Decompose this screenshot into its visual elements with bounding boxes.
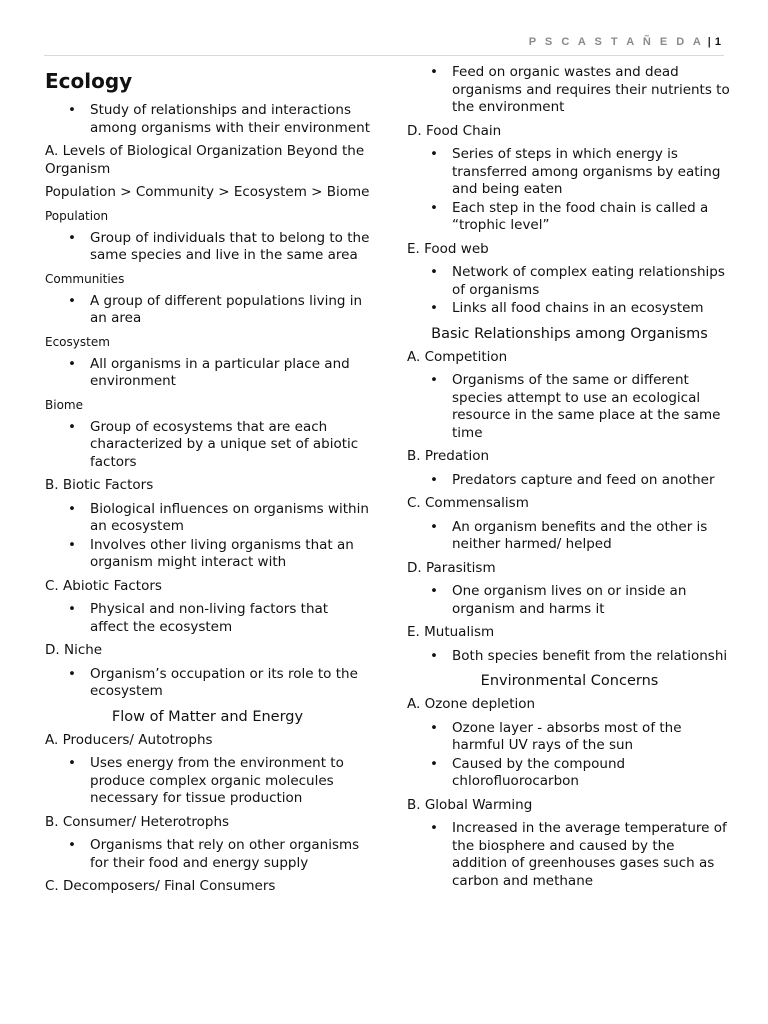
list-item: • Organisms of the same or different species attempt to use an ecological resource in the same place at the same time — [452, 372, 732, 442]
list-item: • Involves other living organisms that an organism might interact with — [90, 537, 370, 572]
mutualism-heading: E. Mutualism — [407, 624, 495, 640]
list-item: • Predators capture and feed on another — [452, 472, 732, 490]
predation-list — [407, 472, 732, 490]
niche-list — [45, 666, 370, 701]
food-chain-heading: D. Food Chain — [407, 122, 502, 139]
biotic-list — [45, 501, 370, 572]
population-label: Population — [45, 208, 109, 223]
producers-heading: A. Producers/ Autotrophs — [45, 731, 213, 748]
page-title: Ecology — [45, 69, 133, 93]
left-column — [45, 64, 370, 902]
intro-list — [45, 102, 370, 137]
ozone-heading: A. Ozone depletion — [407, 696, 536, 712]
list-item: • Feed on organic wastes and dead organisms and requires their nutrients to the environment — [452, 64, 732, 117]
food-web-heading: E. Food web — [407, 240, 489, 257]
concerns-section-title: Environmental Concerns — [480, 673, 659, 689]
decomposers-heading: C. Decomposers/ Final Consumers — [45, 878, 276, 894]
list-item: • A group of different populations living in an area — [90, 293, 370, 328]
ecosystem-list — [45, 356, 370, 391]
warming-list — [407, 820, 732, 890]
author-name: P S C A S T A Ñ E D A — [528, 36, 704, 48]
abiotic-heading: C. Abiotic Factors — [45, 577, 162, 594]
biome-list — [45, 419, 370, 472]
list-item: • One organism lives on or inside an organism and harms it — [452, 583, 732, 618]
list-item: • An organism benefits and the other is neither harmed/ helped — [452, 519, 732, 554]
list-item: • All organisms in a particular place and environment — [90, 356, 370, 391]
list-item: • Ozone layer - absorbs most of the harmful UV rays of the sun — [452, 720, 732, 755]
niche-heading: D. Niche — [45, 642, 103, 658]
consumers-list — [45, 837, 370, 872]
list-item: • Uses energy from the environment to produce complex organic molecules necessary for tissue production — [90, 755, 370, 808]
list-item: • Each step in the food chain is called a “trophic level” — [452, 200, 732, 235]
communities-list — [45, 293, 370, 328]
population-list — [45, 230, 370, 265]
decomposers-list — [407, 64, 732, 117]
abiotic-list — [45, 601, 370, 636]
parasitism-list — [407, 583, 732, 618]
list-item: • Study of relationships and interactions among organisms with their environment — [90, 102, 370, 137]
list-item: • Biological influences on organisms within an ecosystem — [90, 501, 370, 536]
list-item: • Network of complex eating relationships of organisms — [452, 264, 732, 299]
biotic-heading: B. Biotic Factors — [45, 477, 154, 493]
producers-list — [45, 755, 370, 808]
communities-label: Communities — [45, 271, 125, 286]
consumers-heading: B. Consumer/ Heterotrophs — [45, 813, 230, 830]
list-item: • Links all food chains in an ecosystem — [452, 300, 732, 318]
list-item: • Physical and non-living factors that affect the ecosystem — [90, 601, 370, 636]
commensalism-list — [407, 519, 732, 554]
list-item: • Group of ecosystems that are each characterized by a unique set of abiotic factors — [90, 419, 370, 472]
header-separator: | — [707, 36, 711, 48]
list-item: • Group of individuals that to belong to the same species and live in the same area — [90, 230, 370, 265]
parasitism-heading: D. Parasitism — [407, 559, 496, 576]
food-web-list — [407, 264, 732, 318]
predation-heading: B. Predation — [407, 448, 490, 464]
list-item: • Both species benefit from the relationshi — [452, 648, 732, 666]
list-item: • Organisms that rely on other organisms for their food and energy supply — [90, 837, 370, 872]
header-divider — [44, 55, 724, 56]
food-chain-list — [407, 146, 732, 235]
warming-heading: B. Global Warming — [407, 796, 533, 813]
ecosystem-label: Ecosystem — [45, 334, 110, 349]
list-item: • Caused by the compound chlorofluorocarbon — [452, 756, 732, 791]
relationships-section-title: Basic Relationships among Organisms — [431, 325, 708, 342]
levels-heading: A. Levels of Biological Organization Beyond the Organism — [45, 143, 365, 177]
list-item: • Organism’s occupation or its role to the ecosystem — [90, 666, 370, 701]
right-column — [407, 64, 732, 896]
ozone-list — [407, 720, 732, 791]
hierarchy-text: Population > Community > Ecosystem > Biome — [45, 184, 370, 200]
competition-heading: A. Competition — [407, 348, 508, 365]
competition-list — [407, 372, 732, 442]
commensalism-heading: C. Commensalism — [407, 495, 529, 511]
mutualism-list — [407, 648, 732, 666]
list-item: • Increased in the average temperature of the biosphere and caused by the addition of greenhouses gases such as carbon and methane — [452, 820, 732, 890]
page-header — [0, 36, 721, 48]
biome-label: Biome — [45, 397, 83, 412]
list-item: • Series of steps in which energy is transferred among organisms by eating and being eaten — [452, 146, 732, 199]
page-number: 1 — [714, 36, 721, 48]
flow-section-title: Flow of Matter and Energy — [111, 708, 304, 725]
